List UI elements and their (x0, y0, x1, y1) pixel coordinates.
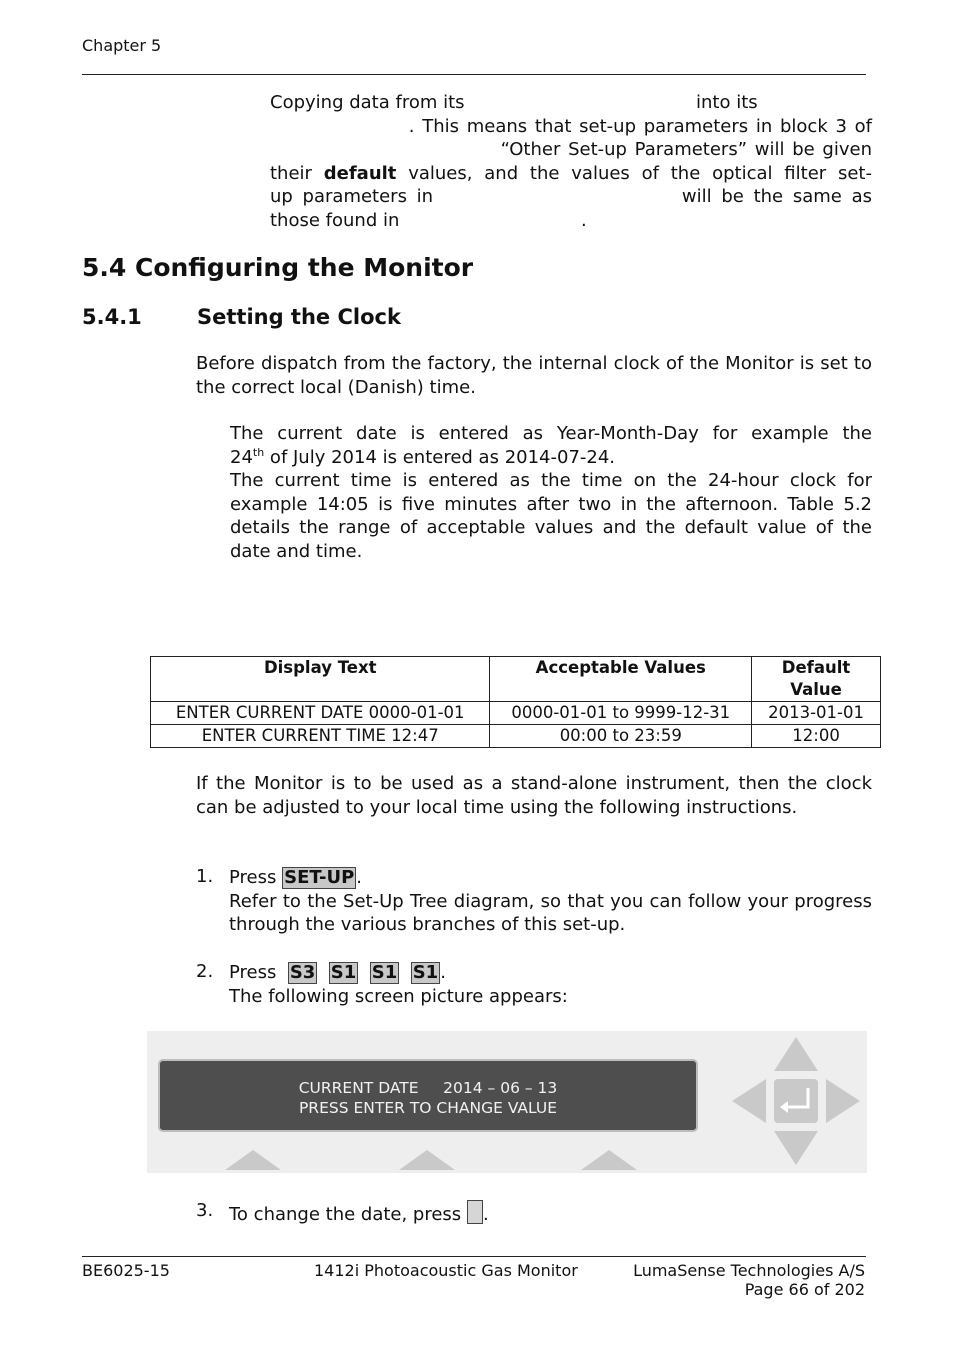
footer-page-number: Page 66 of 202 (744, 1280, 865, 1299)
step-2-detail: The following screen picture appears: (229, 985, 568, 1007)
lcd-display (158, 1059, 698, 1132)
table-cell: 00:00 to 23:59 (490, 725, 752, 748)
standalone-paragraph: If the Monitor is to be used as a stand-alone instrument, then the clock can be adjusted to your local time using the following instructions. (196, 773, 872, 818)
s1-key[interactable]: S1 (371, 962, 398, 983)
footer-product: 1412i Photoacoustic Gas Monitor (314, 1261, 578, 1280)
soft-keys (147, 1140, 667, 1173)
date-paragraph: The current date is entered as Year-Month-Day for example the 24th of July 2014 is entered as 2014-07-24. (230, 423, 872, 468)
set-up-key[interactable]: SET-UP (284, 867, 355, 888)
table-row (151, 725, 881, 748)
factory-paragraph: Before dispatch from the factory, the internal clock of the Monitor is set to the correct local (Danish) time. (196, 353, 872, 398)
section-title: 5.4 Configuring the Monitor (82, 253, 474, 282)
footer-company: LumaSense Technologies A/S (633, 1261, 865, 1280)
lcd-line2: PRESS ENTER TO CHANGE VALUE (298, 1099, 558, 1117)
right-arrow-icon[interactable] (826, 1079, 860, 1123)
table-cell: 12:00 (752, 725, 881, 748)
clock-values-table (150, 656, 881, 748)
table-header-cell: Default Value (752, 657, 881, 702)
enter-icon[interactable] (774, 1079, 818, 1123)
step-1-detail: Refer to the Set-Up Tree diagram, so that you can follow your progress through the various branches of this set-up. (229, 890, 872, 935)
left-arrow-icon[interactable] (732, 1079, 766, 1123)
s1-key[interactable]: S1 (412, 962, 439, 983)
lcd-line1-value: 2014 – 06 – 13 (443, 1079, 558, 1097)
footer-doc-id: BE6025-15 (82, 1261, 170, 1280)
navigation-keypad (728, 1033, 864, 1169)
subsection-text: Setting the Clock (197, 305, 401, 329)
up-arrow-icon[interactable] (774, 1037, 818, 1071)
soft-key-s3-icon[interactable] (581, 1150, 637, 1170)
down-arrow-icon[interactable] (774, 1131, 818, 1165)
chapter-header: Chapter 5 (82, 36, 162, 55)
table-header-cell: Acceptable Values (490, 657, 752, 702)
subsection-title (82, 305, 401, 329)
subsection-number: 5.4.1 (82, 305, 142, 329)
intro-paragraph: Copying data from its into its . This means that set-up parameters in block 3 of “Other Set-up Parameters” will be given their default values, and the values of the optical filter set- up parameters in will be the same as those found in . (270, 92, 872, 231)
header-rule (82, 74, 866, 75)
soft-key-s2-icon[interactable] (399, 1150, 455, 1170)
table-cell: ENTER CURRENT TIME 12:47 (151, 725, 490, 748)
s3-key[interactable]: S3 (289, 962, 316, 983)
table-row (151, 702, 881, 725)
table-cell: 0000-01-01 to 9999-12-31 (490, 702, 752, 725)
soft-key-s1-icon[interactable] (225, 1150, 281, 1170)
s1-key[interactable]: S1 (330, 962, 357, 983)
change-date-key[interactable] (467, 1200, 483, 1224)
table-cell: ENTER CURRENT DATE 0000-01-01 (151, 702, 490, 725)
table-cell: 2013-01-01 (752, 702, 881, 725)
table-header-row (151, 657, 881, 702)
footer-rule (82, 1256, 866, 1257)
time-paragraph: The current time is entered as the time on the 24-hour clock for example 14:05 is five minutes after two in the afternoon. Table 5.2 details the range of acceptable values and the default value of the date and time. (230, 470, 872, 562)
table-header-cell: Display Text (151, 657, 490, 702)
lcd-line1-label: CURRENT DATE (298, 1079, 419, 1097)
